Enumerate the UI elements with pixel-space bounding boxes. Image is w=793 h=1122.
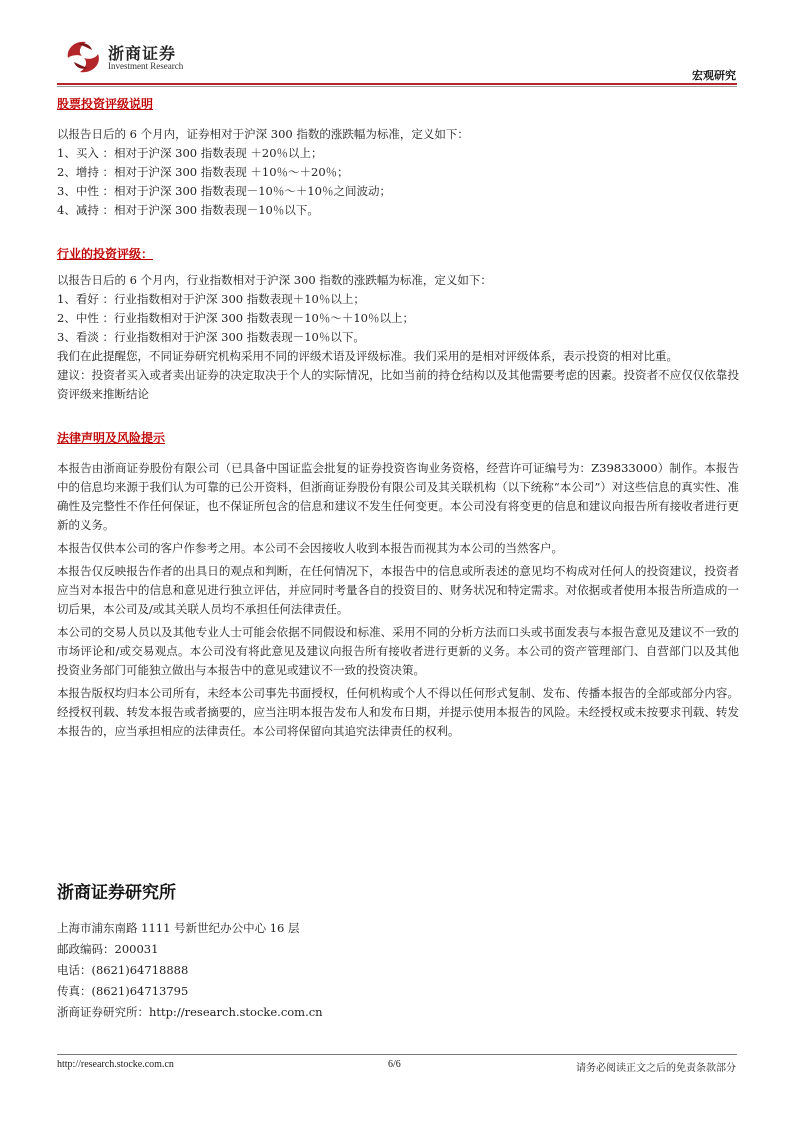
- research-institute-title: 浙商证券研究所: [57, 883, 176, 903]
- section-tag: 宏观研究: [692, 69, 736, 82]
- industry-rating-item: 3、看淡 ：行业指数相对于沪深 300 指数表现－10％以下。: [57, 330, 365, 344]
- industry-rating-note: 我们在此提醒您，不同证券研究机构采用不同的评级术语及评级标准。我们采用的是相对评级体系，表示投资的相对比重。: [57, 349, 678, 363]
- legal-paragraph: 本报告仅反映报告作者的出具日的观点和判断，在任何情况下，本报告中的信息或所表述的意见均不构成对任何人的投资建议，投资者应当对本报告中的信息和意见进行独立评估，并应同时考量各自的投资目的、财务状况和特定需求。对依据或者使用本报告所造成的一切后果，本公司及/或其关联人员均不承担任何法律责任。: [57, 564, 739, 616]
- contact-phone: 电话：(8621)64718888: [57, 963, 189, 977]
- logo-mark-icon: [62, 38, 104, 76]
- header-divider-gray: [57, 86, 737, 87]
- stock-rating-title: 股票投资评级说明: [57, 97, 154, 111]
- stock-rating-item: 3、中性 ：相对于沪深 300 指数表现－10％～＋10％之间波动；: [57, 184, 391, 198]
- stock-rating-item: 4、减持 ：相对于沪深 300 指数表现－10％以下。: [57, 203, 319, 217]
- footer-url-link[interactable]: http://research.stocke.com.cn: [57, 1059, 174, 1070]
- legal-paragraph: 本报告仅供本公司的客户作参考之用。本公司不会因接收人收到本报告而视其为本公司的当然客户。: [57, 541, 563, 555]
- page-number: 6/6: [388, 1059, 401, 1070]
- logo-text-en: Investment Research: [108, 61, 184, 71]
- contact-block: [57, 918, 323, 1023]
- footer-disclaimer: 请务必阅读正文之后的免责条款部分: [576, 1063, 736, 1074]
- legal-paragraph: 本报告由浙商证券股份有限公司（已具备中国证监会批复的证券投资咨询业务资格，经营许可证编号为：Z39833000）制作。本报告中的信息均来源于我们认为可靠的已公开资料，但浙商证券股份有限公司及其关联机构（以下统称“本公司”）对这些信息的真实性、准确性及完整性不作任何保证，也不保证所包含的信息和建议不发生任何变更。本公司没有将变更的信息和建议向报告所有接收者进行更新的义务。: [57, 461, 739, 532]
- industry-rating-title: 行业的投资评级：: [57, 247, 154, 261]
- stock-rating-item: 1、买入 ：相对于沪深 300 指数表现 ＋20％以上；: [57, 146, 323, 160]
- investment-advice: 建议：投资者买入或者卖出证券的决定取决于个人的实际情况，比如当前的持仓结构以及其他需要考虑的因素。投资者不应仅仅依靠投资评级来推断结论: [57, 368, 739, 401]
- header-divider-red: [57, 83, 737, 85]
- contact-fax: 传真：(8621)64713795: [57, 984, 189, 998]
- industry-rating-item: 1、看好 ：行业指数相对于沪深 300 指数表现＋10％以上；: [57, 292, 365, 306]
- logo-text-cn: 浙商证券: [108, 44, 177, 63]
- contact-website[interactable]: 浙商证券研究所：http://research.stocke.com.cn: [57, 1005, 323, 1019]
- legal-title: 法律声明及风险提示: [57, 431, 166, 445]
- footer-divider: [57, 1054, 737, 1055]
- contact-postcode: 邮政编码：200031: [57, 942, 159, 956]
- stock-rating-item: 2、增持 ：相对于沪深 300 指数表现 ＋10％～＋20％；: [57, 165, 349, 179]
- legal-paragraph: 本报告版权均归本公司所有，未经本公司事先书面授权，任何机构或个人不得以任何形式复制、发布、传播本报告的全部或部分内容。经授权刊载、转发本报告或者摘要的，应当注明本报告发布人和发布日期，并提示使用本报告的风险。未经授权或未按要求刊载、转发本报告的，应当承担相应的法律责任。本公司将保留向其追究法律责任的权利。: [57, 686, 739, 738]
- stock-rating-intro: 以报告日后的 6 个月内，证券相对于沪深 300 指数的涨跌幅为标准，定义如下：: [57, 127, 469, 141]
- main-content: [57, 93, 739, 745]
- contact-address: 上海市浦东南路 1111 号新世纪办公中心 16 层: [57, 921, 300, 935]
- legal-paragraph: 本公司的交易人员以及其他专业人士可能会依据不同假设和标准、采用不同的分析方法而口头或书面发表与本报告意见及建议不一致的市场评论和/或交易观点。本公司没有将此意见及建议向报告所有接收者进行更新的义务。本公司的资产管理部门、自营部门以及其他投资业务部门可能独立做出与本报告中的意见或建议不一致的投资决策。: [57, 625, 739, 677]
- company-logo: [62, 38, 202, 78]
- industry-rating-intro: 以报告日后的 6 个月内，行业指数相对于沪深 300 指数的涨跌幅为标准，定义如下：: [57, 273, 492, 287]
- industry-rating-item: 2、中性 ：行业指数相对于沪深 300 指数表现－10％～＋10％以上；: [57, 311, 414, 325]
